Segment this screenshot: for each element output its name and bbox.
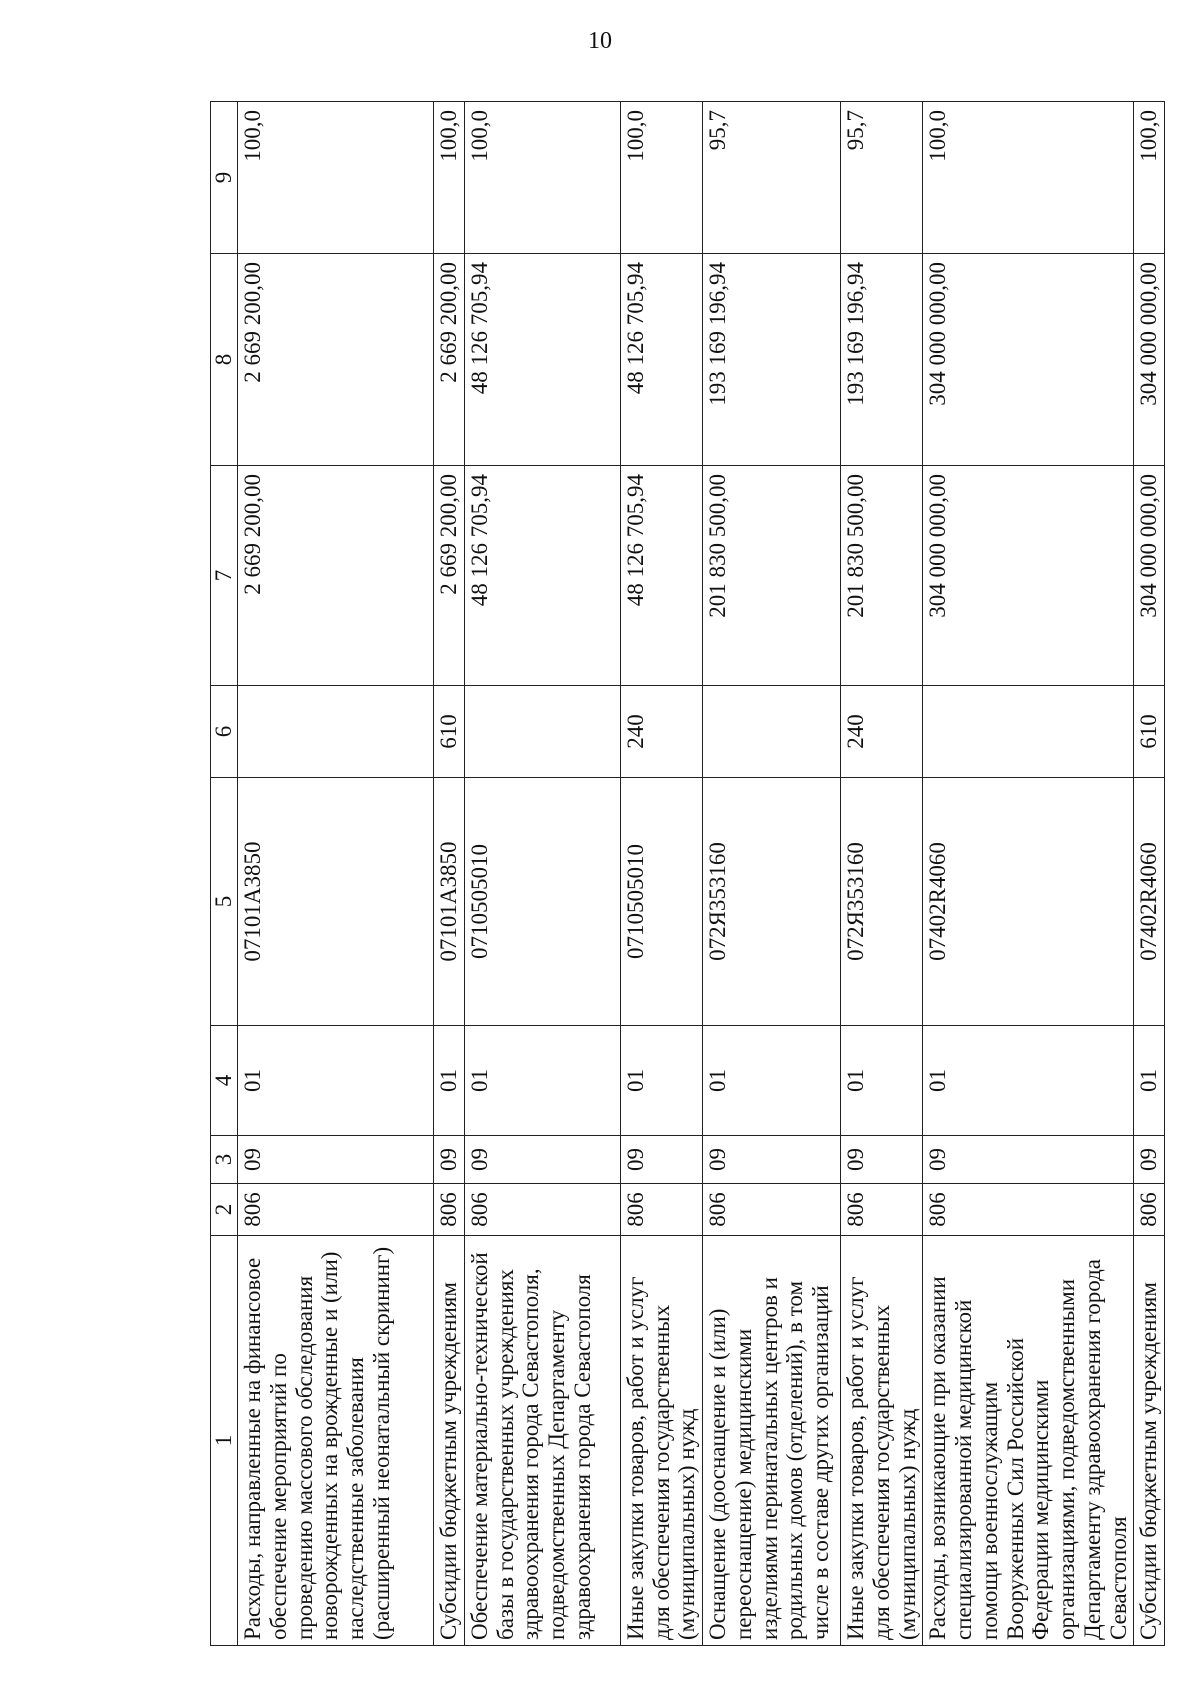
ministry-code: 806 (464, 1184, 620, 1236)
expense-type-code (464, 686, 620, 778)
execution-percent: 95,7 (703, 102, 841, 254)
ministry-code: 806 (238, 1184, 434, 1236)
ministry-code: 806 (841, 1184, 923, 1236)
section-code: 09 (434, 1136, 465, 1184)
planned-amount: 201 830 500,00 (703, 466, 841, 686)
expense-type-code: 240 (620, 686, 702, 778)
planned-amount: 2 669 200,00 (434, 466, 465, 686)
expense-name: Субсидии бюджетным учреждениям (1134, 1236, 1165, 1646)
rotated-table (210, 102, 1162, 1646)
subsection-code: 01 (238, 1026, 434, 1136)
subsection-code: 01 (620, 1026, 702, 1136)
header-cell: 5 (211, 778, 238, 1026)
expense-name: Расходы, возникающие при оказании специализированной медицинской помощи военнослужащим Вооруженных Сил Российской Федерации медицинскими организациями, подведомственными Департаменту здравоохранения города Севастополя (923, 1236, 1134, 1646)
header-cell: 7 (211, 466, 238, 686)
executed-amount: 193 169 196,94 (703, 254, 841, 466)
execution-percent: 100,0 (620, 102, 702, 254)
subsection-code: 01 (1134, 1026, 1165, 1136)
target-article-code: 07402R4060 (1134, 778, 1165, 1026)
target-article-code: 07402R4060 (923, 778, 1134, 1026)
table-row (620, 102, 702, 1646)
expense-type-code: 610 (1134, 686, 1165, 778)
target-article-code: 0710505010 (620, 778, 702, 1026)
expense-type-code: 610 (434, 686, 465, 778)
budget-table (210, 101, 1165, 1646)
executed-amount: 304 000 000,00 (923, 254, 1134, 466)
execution-percent: 100,0 (434, 102, 465, 254)
expense-type-code (238, 686, 434, 778)
expense-type-code (703, 686, 841, 778)
target-article-code: 07101А3850 (238, 778, 434, 1026)
header-row (211, 102, 238, 1646)
executed-amount: 2 669 200,00 (434, 254, 465, 466)
execution-percent: 100,0 (923, 102, 1134, 254)
header-cell: 3 (211, 1136, 238, 1184)
table-row (923, 102, 1134, 1646)
planned-amount: 48 126 705,94 (620, 466, 702, 686)
table-row (841, 102, 923, 1646)
page-number: 10 (588, 28, 612, 54)
expense-name: Оснащение (дооснащение и (или) переоснащение) медицинскими изделиями перинатальных центров и родильных домов (отделений), в том числе в составе других организаций (703, 1236, 841, 1646)
header-cell: 9 (211, 102, 238, 254)
table-row (434, 102, 465, 1646)
section-code: 09 (238, 1136, 434, 1184)
section-code: 09 (464, 1136, 620, 1184)
rotated-table-container (210, 102, 1162, 1646)
subsection-code: 01 (703, 1026, 841, 1136)
expense-type-code: 240 (841, 686, 923, 778)
target-article-code: 07101А3850 (434, 778, 465, 1026)
execution-percent: 100,0 (464, 102, 620, 254)
header-cell: 4 (211, 1026, 238, 1136)
ministry-code: 806 (703, 1184, 841, 1236)
section-code: 09 (841, 1136, 923, 1184)
header-cell: 8 (211, 254, 238, 466)
expense-type-code (923, 686, 1134, 778)
expense-name: Иные закупки товаров, работ и услуг для обеспечения государственных (муниципальных) нужд (620, 1236, 702, 1646)
executed-amount: 304 000 000,00 (1134, 254, 1165, 466)
subsection-code: 01 (923, 1026, 1134, 1136)
table-row (1134, 102, 1165, 1646)
table-row (464, 102, 620, 1646)
expense-name: Расходы, направленные на финансовое обеспечение мероприятий по проведению массового обследования новорожденных на врожденные и (или) наследственные заболевания (расширенный неонатальный скрининг) (238, 1236, 434, 1646)
ministry-code: 806 (434, 1184, 465, 1236)
planned-amount: 2 669 200,00 (238, 466, 434, 686)
planned-amount: 304 000 000,00 (1134, 466, 1165, 686)
ministry-code: 806 (1134, 1184, 1165, 1236)
executed-amount: 193 169 196,94 (841, 254, 923, 466)
execution-percent: 100,0 (1134, 102, 1165, 254)
expense-name: Субсидии бюджетным учреждениям (434, 1236, 465, 1646)
table-row (703, 102, 841, 1646)
subsection-code: 01 (841, 1026, 923, 1136)
expense-name: Обеспечение материально-технической базы в государственных учреждениях здравоохранения города Севастополя, подведомственных Департаменту здравоохранения города Севастополя (464, 1236, 620, 1646)
execution-percent: 95,7 (841, 102, 923, 254)
expense-name: Иные закупки товаров, работ и услуг для обеспечения государственных (муниципальных) нужд (841, 1236, 923, 1646)
section-code: 09 (923, 1136, 1134, 1184)
target-article-code: 072Я353160 (703, 778, 841, 1026)
planned-amount: 304 000 000,00 (923, 466, 1134, 686)
ministry-code: 806 (620, 1184, 702, 1236)
subsection-code: 01 (464, 1026, 620, 1136)
target-article-code: 072Я353160 (841, 778, 923, 1026)
executed-amount: 2 669 200,00 (238, 254, 434, 466)
table-row (238, 102, 434, 1646)
section-code: 09 (620, 1136, 702, 1184)
section-code: 09 (1134, 1136, 1165, 1184)
planned-amount: 201 830 500,00 (841, 466, 923, 686)
ministry-code: 806 (923, 1184, 1134, 1236)
execution-percent: 100,0 (238, 102, 434, 254)
executed-amount: 48 126 705,94 (464, 254, 620, 466)
header-cell: 6 (211, 686, 238, 778)
header-cell: 2 (211, 1184, 238, 1236)
section-code: 09 (703, 1136, 841, 1184)
subsection-code: 01 (434, 1026, 465, 1136)
header-cell: 1 (211, 1236, 238, 1646)
executed-amount: 48 126 705,94 (620, 254, 702, 466)
planned-amount: 48 126 705,94 (464, 466, 620, 686)
target-article-code: 0710505010 (464, 778, 620, 1026)
